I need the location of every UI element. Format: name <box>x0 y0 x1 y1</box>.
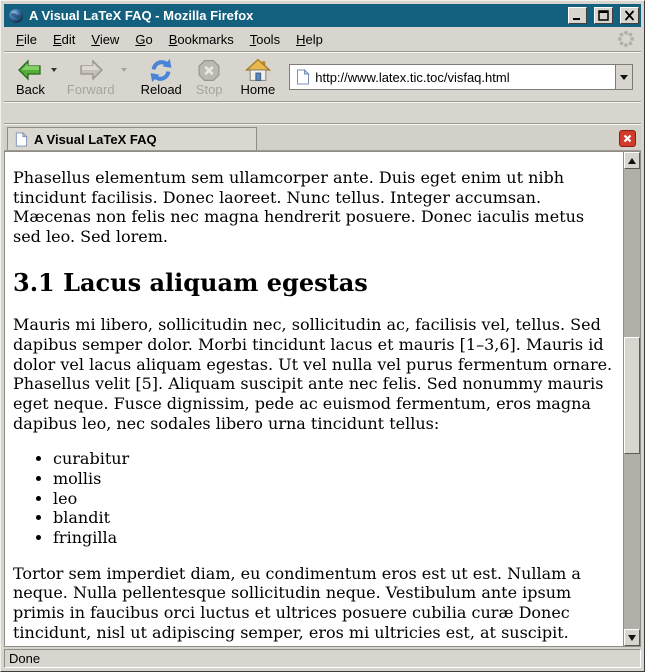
vertical-scrollbar[interactable] <box>623 152 640 646</box>
home-icon <box>245 58 271 83</box>
reload-icon <box>148 58 174 83</box>
stop-label: Stop <box>195 81 223 97</box>
paragraph: Mauris mi libero, sollicitudin nec, sollicitudin ac, facilisis vel, tellus. Sed dapibus semper dolor. Morbi tincidunt lacus et mauris [1–3,6]. Mauris id dolor vel lacus aliquam egestas. Ut vel nulla vel purus fermentum ornare. Phasellus velit [5]. Aliquam suscipit ante nec felis. Sed nonummy mauris eget neque. Fusce dignissim, pede ac euismod fermentum, eros magna dapibus leo, nec sodales libero urna tincidunt tellus: <box>13 315 613 433</box>
arrow-up-icon <box>628 158 636 164</box>
close-tab-button[interactable] <box>619 130 636 147</box>
maximize-icon <box>597 10 610 21</box>
back-icon <box>17 58 43 83</box>
tab-bar-empty-space <box>257 127 619 150</box>
status-text: Done <box>4 649 641 668</box>
tab-title: A Visual LaTeX FAQ <box>34 131 157 147</box>
forward-dropdown-icon[interactable] <box>121 68 127 72</box>
web-page <box>5 152 623 646</box>
title-bar <box>4 4 641 27</box>
menu-help[interactable]: Help <box>296 31 323 47</box>
chevron-down-icon <box>620 75 628 80</box>
status-bar <box>4 647 641 668</box>
minimize-icon <box>571 10 584 21</box>
list-item: • curabitur <box>53 449 615 469</box>
back-dropdown-icon[interactable] <box>51 68 57 72</box>
reload-button[interactable] <box>137 57 186 98</box>
scroll-up-button[interactable] <box>624 152 640 169</box>
forward-button[interactable] <box>63 57 119 98</box>
stop-button[interactable] <box>192 57 227 98</box>
home-label: Home <box>240 81 276 97</box>
maximize-button[interactable] <box>594 7 613 24</box>
reload-label: Reload <box>140 81 182 97</box>
close-tab-x-icon <box>622 133 633 144</box>
list-item: • blandit <box>53 508 615 528</box>
menu-view[interactable]: View <box>91 31 120 47</box>
tab-visual-latex-faq[interactable] <box>7 127 257 150</box>
navigation-toolbar <box>4 52 641 102</box>
list-item: • mollis <box>53 469 615 489</box>
menu-tools[interactable]: Tools <box>249 31 281 47</box>
section-heading: 3.1 Lacus aliquam egestas <box>13 267 368 297</box>
bookmarks-toolbar <box>4 102 641 124</box>
document-icon <box>295 69 310 85</box>
scrollbar-thumb[interactable] <box>624 337 640 454</box>
arrow-down-icon <box>628 635 636 641</box>
menu-edit[interactable]: Edit <box>52 31 76 47</box>
menu-go[interactable]: Go <box>135 31 153 47</box>
list-item: • fringilla <box>53 528 615 548</box>
url-input[interactable] <box>315 65 615 89</box>
close-button[interactable] <box>620 7 639 24</box>
forward-icon <box>78 58 104 83</box>
stop-icon <box>196 58 222 83</box>
minimize-button[interactable] <box>568 7 587 24</box>
paragraph: Tortor sem imperdiet diam, eu condimentum eros est ut est. Nullam a neque. Nulla pellentesque sollicitudin neque. Vestibulum ante ipsum primis in faucibus orci luctus et ultrices posuere cubilia curæ Donec tincidunt, nisl ut adipiscing semper, eros mi ultricies est, at suscipit. <box>13 563 581 642</box>
content-area <box>4 151 641 647</box>
back-label: Back <box>16 81 45 97</box>
forward-label: Forward <box>66 81 115 97</box>
home-button[interactable] <box>237 57 280 98</box>
list-item: • leo <box>53 489 615 509</box>
menu-bookmarks[interactable]: Bookmarks <box>168 31 234 47</box>
scrollbar-track[interactable] <box>624 169 640 629</box>
scroll-down-button[interactable] <box>624 629 640 646</box>
throbber-icon <box>617 30 635 48</box>
paragraph: Phasellus elementum sem ullamcorper ante. Duis eget enim ut nibh tincidunt facilisis. Donec laoreet. Nunc tellus. Integer accumsan. Mæcenas non felis nec magna hendrerit posuere. Donec iaculis metus sed leo. Sed lorem. <box>13 168 585 247</box>
tab-bar <box>4 124 641 151</box>
close-icon <box>623 10 636 21</box>
globe-icon <box>8 8 24 24</box>
url-dropdown-button[interactable] <box>615 65 632 89</box>
menu-file[interactable]: File <box>16 31 37 47</box>
url-bar <box>289 64 633 90</box>
menu-bar <box>4 27 641 52</box>
tab-page-icon <box>14 132 28 147</box>
back-button[interactable] <box>12 57 49 98</box>
bullet-list <box>13 449 615 547</box>
window-title: A Visual LaTeX FAQ - Mozilla Firefox <box>29 8 254 23</box>
